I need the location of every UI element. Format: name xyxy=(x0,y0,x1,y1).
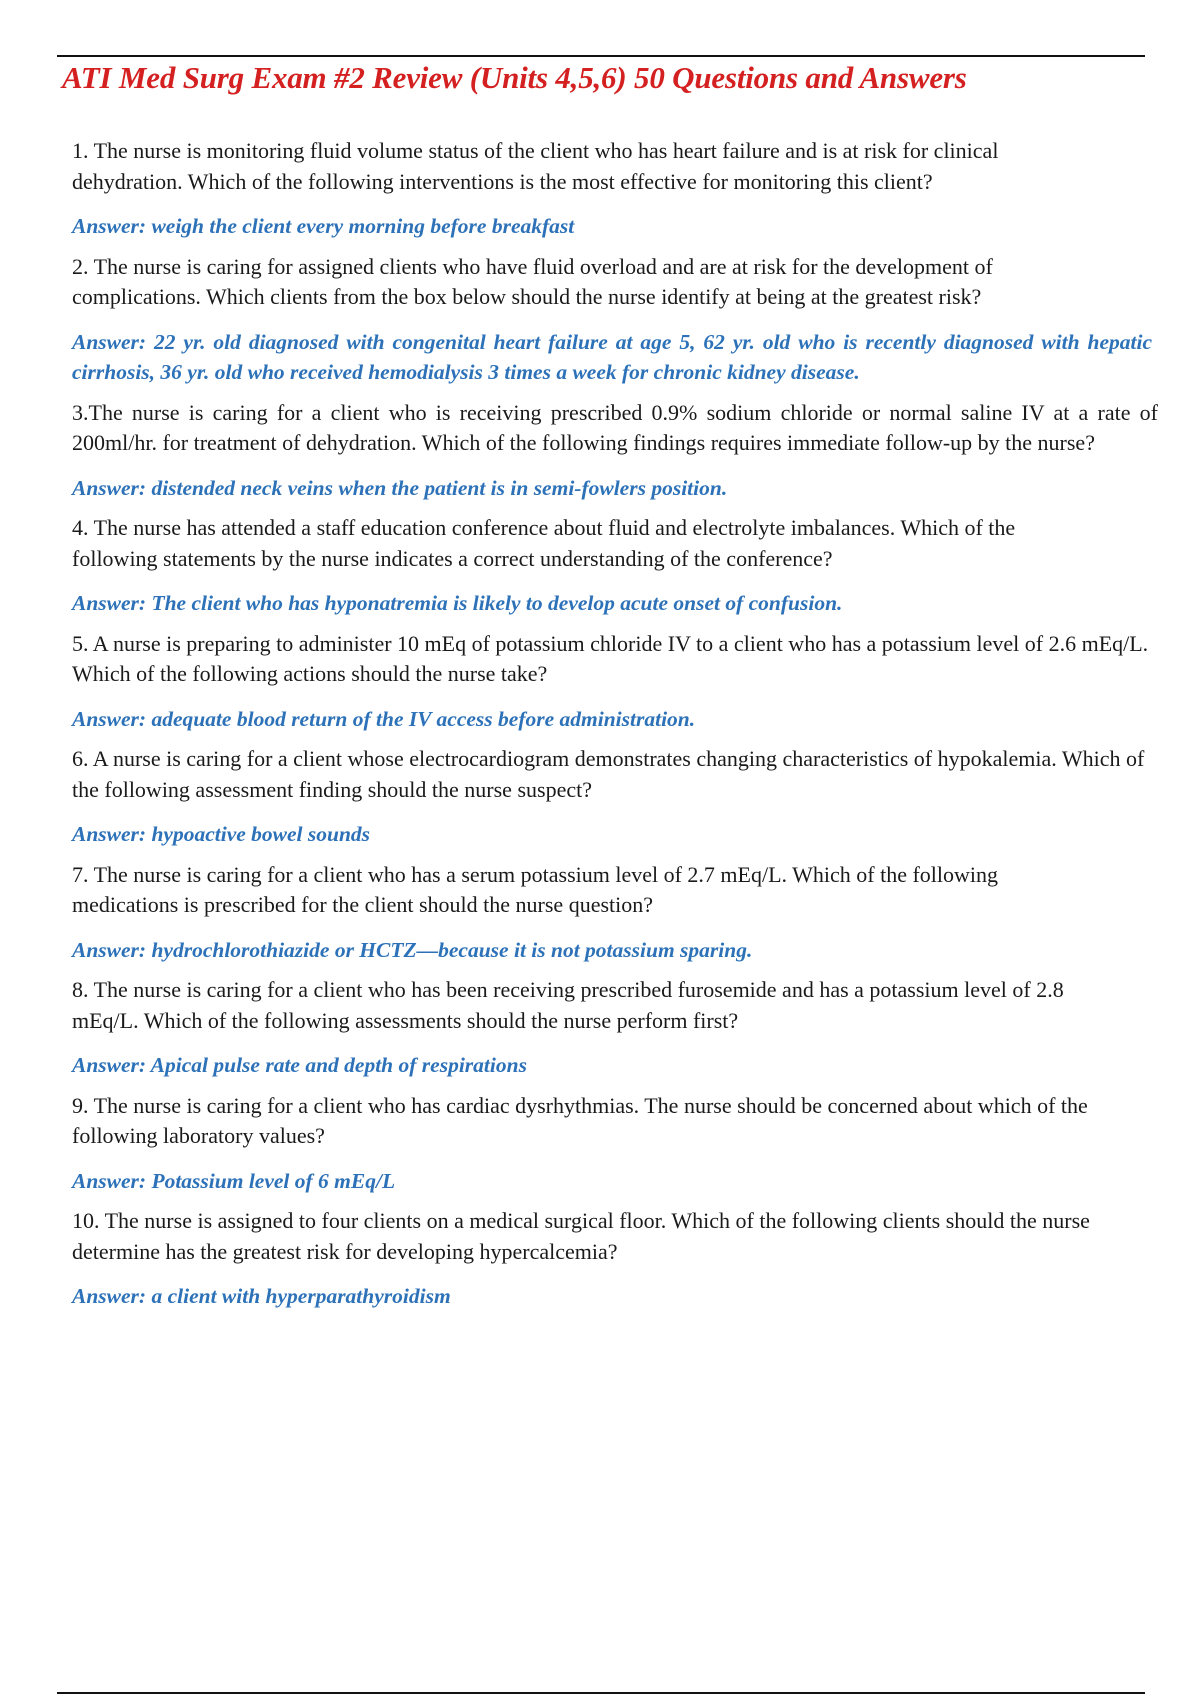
question-7: 7. The nurse is caring for a client who has a serum potassium level of 2.7 mEq/L. Which of the following medications is prescribed for the client should the nurse question? xyxy=(72,861,999,917)
document-title: ATI Med Surg Exam #2 Review (Units 4,5,6) 50 Questions and Answers xyxy=(62,60,967,95)
answer-7: Answer: hydrochlorothiazide or HCTZ—because it is not potassium sparing. xyxy=(72,937,753,962)
answer-6: Answer: hypoactive bowel sounds xyxy=(72,822,371,846)
top-rule xyxy=(57,55,1145,57)
question-8: 8. The nurse is caring for a client who has been receiving prescribed furosemide and has a potassium level of 2.8 mEq/L. Which of the following assessments should the nurse perform first? xyxy=(72,977,1064,1033)
question-4: 4. The nurse has attended a staff education conference about fluid and electrolyte imbalances. Which of the following statements by the nurse indicates a correct understanding of the conference? xyxy=(72,515,1016,571)
answer-2: Answer: 22 yr. old diagnosed with congenital heart failure at age 5, 62 yr. old who is recently diagnosed with hepatic cirrhosis, 36 yr. old who received hemodialysis 3 times a week for chronic kidney disease. xyxy=(72,329,1152,384)
question-3: 3.The nurse is caring for a client who is receiving prescribed 0.9% sodium chloride or normal saline IV at a rate of 200ml/hr. for treatment of dehydration. Which of the following findings requires immediate follow-up by the nurse? xyxy=(72,399,1158,455)
answer-1: Answer: weigh the client every morning before breakfast xyxy=(72,214,575,238)
answer-10: Answer: a client with hyperparathyroidism xyxy=(72,1284,451,1308)
answer-9: Answer: Potassium level of 6 mEq/L xyxy=(72,1168,396,1193)
qa-item-5 xyxy=(72,629,1162,735)
question-10: 10. The nurse is assigned to four clients on a medical surgical floor. Which of the following clients should the nurse determine has the greatest risk for developing hypercalcemia? xyxy=(72,1208,1090,1264)
question-9: 9. The nurse is caring for a client who has cardiac dysrhythmias. The nurse should be concerned about which of the following laboratory values? xyxy=(72,1092,1088,1148)
qa-item-8 xyxy=(72,975,1162,1081)
question-1: 1. The nurse is monitoring fluid volume status of the client who has heart failure and is at risk for clinical dehydration. Which of the following interventions is the most effective for monitoring this client? xyxy=(72,138,999,194)
qa-item-1 xyxy=(72,136,1162,242)
qa-item-4 xyxy=(72,513,1162,619)
answer-8: Answer: Apical pulse rate and depth of respirations xyxy=(72,1053,527,1077)
qa-item-6 xyxy=(72,744,1162,850)
question-5: 5. A nurse is preparing to administer 10 mEq of potassium chloride IV to a client who has a potassium level of 2.6 mEq/L. Which of the following actions should the nurse take? xyxy=(72,630,1149,686)
qa-item-3 xyxy=(72,398,1162,504)
question-6: 6. A nurse is caring for a client whose electrocardiogram demonstrates changing characteristics of hypokalemia. Which of the following assessment finding should the nurse suspect? xyxy=(72,746,1145,802)
question-2: 2. The nurse is caring for assigned clients who have fluid overload and are at risk for the development of complications. Which clients from the box below should the nurse identify at being at the greatest risk? xyxy=(72,253,993,309)
qa-item-10 xyxy=(72,1206,1162,1312)
qa-item-9 xyxy=(72,1091,1162,1197)
bottom-rule xyxy=(57,1692,1145,1694)
qa-list xyxy=(72,136,1162,1322)
answer-3: Answer: distended neck veins when the patient is in semi-fowlers position. xyxy=(72,475,728,500)
answer-5: Answer: adequate blood return of the IV access before administration. xyxy=(72,706,696,731)
answer-4: Answer: The client who has hyponatremia is likely to develop acute onset of confusion. xyxy=(72,591,843,615)
qa-item-7 xyxy=(72,860,1162,966)
qa-item-2 xyxy=(72,252,1162,388)
